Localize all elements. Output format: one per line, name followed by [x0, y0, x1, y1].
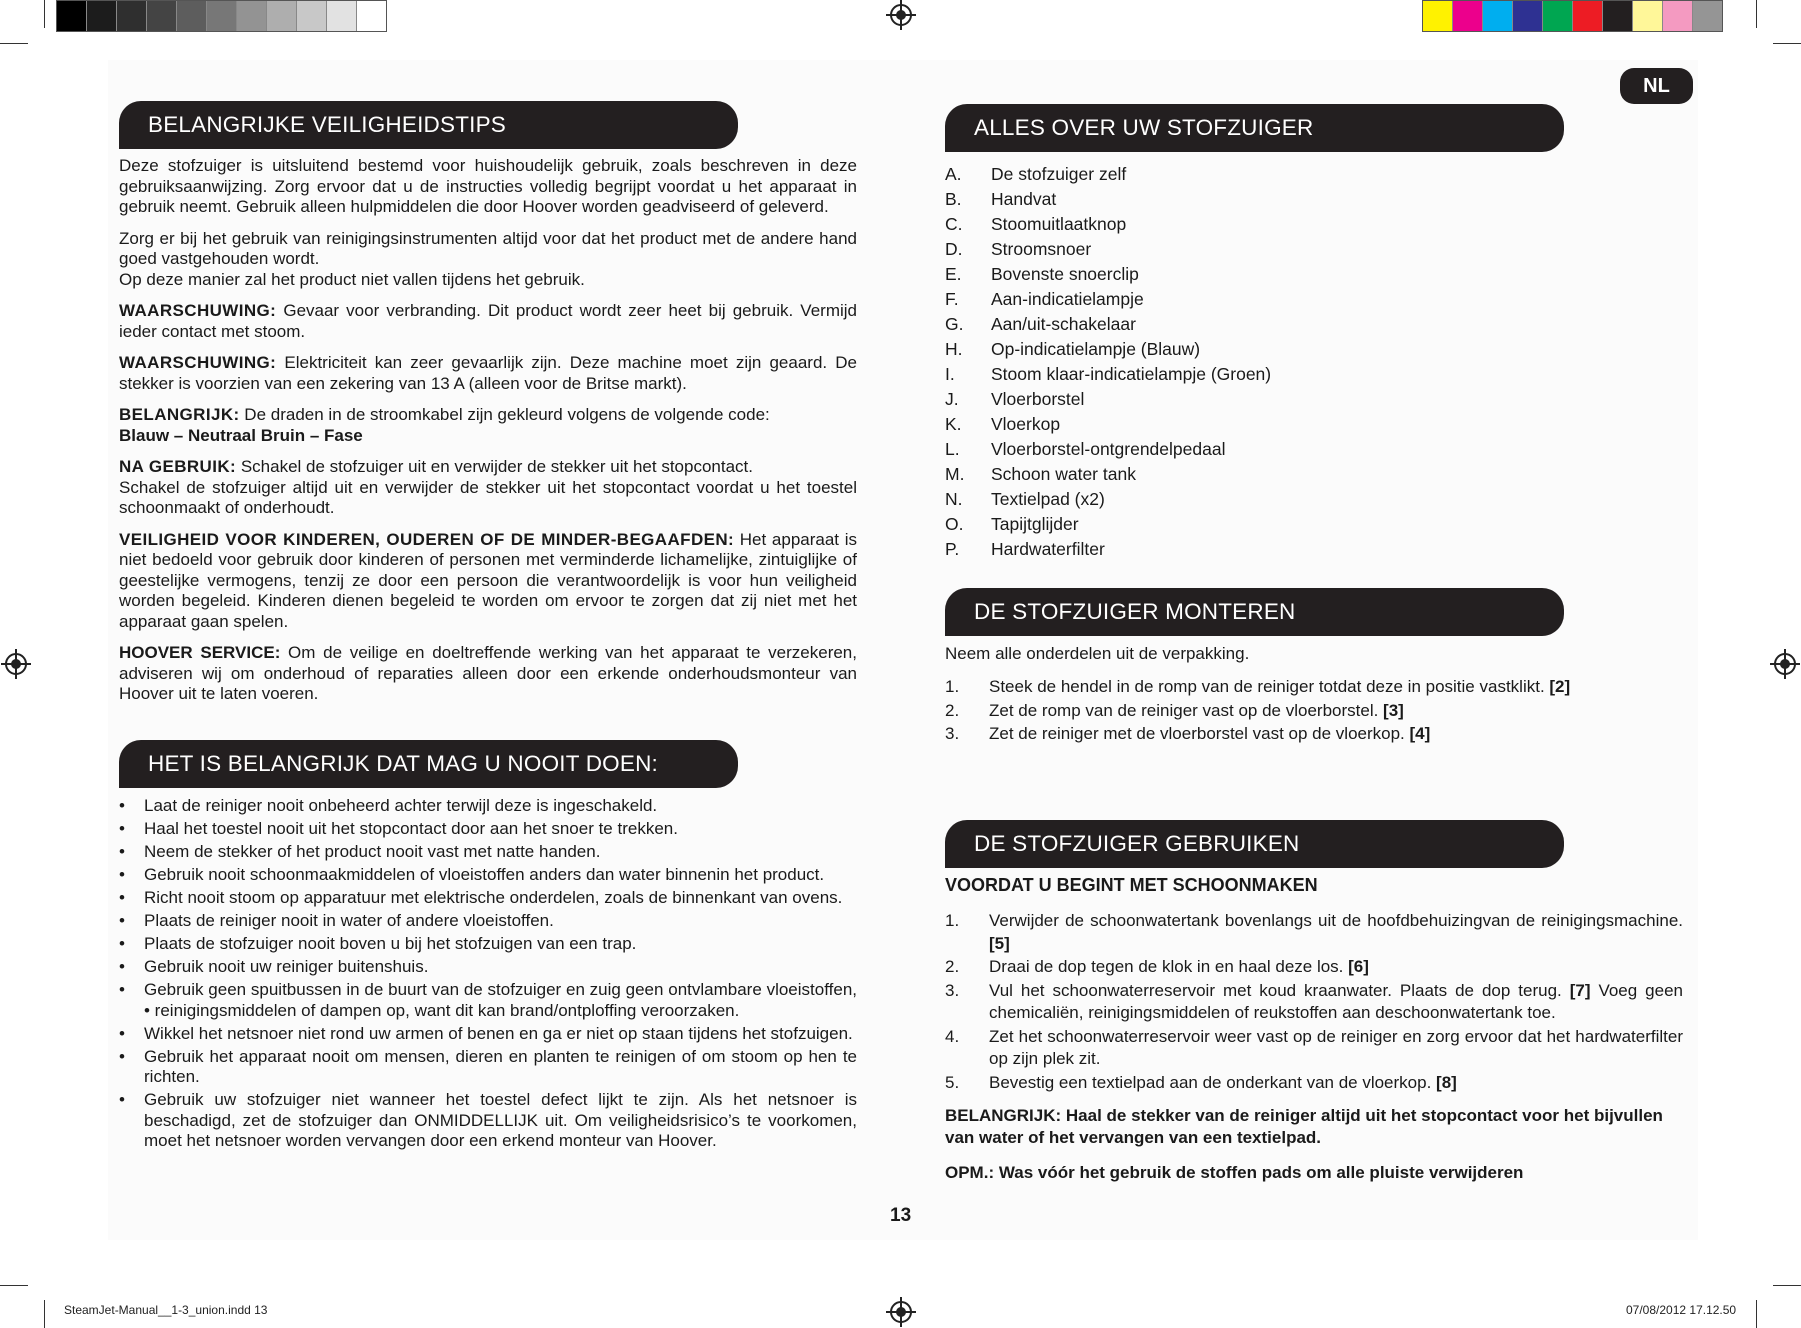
figure-reference: [8]: [1436, 1072, 1457, 1092]
part-letter: F.: [945, 289, 959, 309]
part-name: Handvat: [991, 189, 1057, 209]
part-item: [945, 412, 1271, 437]
handling-paragraph: [119, 229, 857, 291]
color-swatch: [1543, 1, 1573, 31]
children-safety-text: Het apparaat is niet bedoeld voor gebruik door kinderen of personen met verminderde lichamelijke, zintuiglijke of geestelijke vermogens, tenzij ze door een persoon die verantwoordelijk is voor hun veiligheid worden begeleid. Kinderen dienen begeleid te worden om ervoor te zorgen dat zij niet met het apparaat gaan spelen.: [119, 529, 857, 631]
section-header-never-do: HET IS BELANGRIJK DAT MAG U NOOIT DOEN:: [119, 740, 738, 788]
never-do-item: • Richt nooit stoom op apparatuur met elektrische onderdelen, zoals de binnenkant van ovens.: [119, 888, 857, 909]
registration-mark-icon: [5, 653, 27, 675]
figure-reference: [3]: [1383, 700, 1404, 720]
part-item: [945, 362, 1271, 387]
step-text: [989, 676, 1683, 699]
warning-label: WAARSCHUWING:: [119, 353, 277, 372]
use-steps: [945, 910, 1683, 1095]
service-label: HOOVER SERVICE:: [119, 643, 281, 662]
registration-mark-icon: [1774, 653, 1796, 675]
step-item: [945, 956, 1683, 979]
color-swatch: [177, 1, 207, 31]
part-name: Op-indicatielampje (Blauw): [991, 339, 1201, 359]
part-item: [945, 462, 1271, 487]
never-do-list: [119, 796, 857, 1154]
part-name: Vloerborstel: [991, 389, 1085, 409]
color-swatch: [1573, 1, 1603, 31]
figure-reference: [6]: [1348, 957, 1369, 976]
part-letter: M.: [945, 464, 965, 484]
color-swatch: [1513, 1, 1543, 31]
slug-file-info: SteamJet-Manual__1-3_union.indd 13: [64, 1303, 268, 1317]
color-swatch: [237, 1, 267, 31]
handling-text-2: Op deze manier zal het product niet vallen tijdens het gebruik.: [119, 269, 585, 289]
never-do-item: • Gebruik nooit uw reiniger buitenshuis.: [119, 957, 857, 978]
never-do-item: • Laat de reiniger nooit onbeheerd achter terwijl deze is ingeschakeld.: [119, 796, 857, 817]
color-swatch: [1483, 1, 1513, 31]
part-item: [945, 487, 1271, 512]
after-use-paragraph: [119, 457, 857, 519]
warning-text: Elektriciteit kan zeer gevaarlijk zijn. Deze machine moet zijn geaard. De stekker is voorzien van een zekering van 13 A (alleen voor de Britse markt).: [119, 353, 857, 393]
part-name: Stoomuitlaatknop: [991, 214, 1127, 234]
color-swatch: [117, 1, 147, 31]
step-body: Vul het schoonwaterreservoir met koud kraanwater. Plaats de dop terug.: [989, 980, 1570, 1000]
crop-mark: [1773, 43, 1801, 44]
step-item: [945, 1072, 1683, 1095]
part-name: Tapijtglijder: [991, 514, 1079, 534]
step-text: [989, 956, 1683, 979]
part-item: [945, 437, 1271, 462]
part-letter: C.: [945, 214, 963, 234]
assembly-intro: Neem alle onderdelen uit de verpakking.: [945, 644, 1250, 663]
part-letter: K.: [945, 414, 962, 434]
color-swatch: [147, 1, 177, 31]
part-letter: B.: [945, 189, 962, 209]
color-swatch: [1603, 1, 1633, 31]
step-item: [945, 676, 1683, 699]
part-name: Hardwaterfilter: [991, 539, 1105, 559]
crop-mark: [1756, 0, 1757, 28]
part-item: [945, 537, 1271, 562]
part-letter: O.: [945, 514, 964, 534]
part-letter: E.: [945, 264, 962, 284]
part-item: [945, 237, 1271, 262]
warning-label: WAARSCHUWING:: [119, 301, 277, 320]
step-item: [945, 723, 1683, 746]
step-number: 2.: [945, 957, 960, 976]
crop-mark: [44, 1300, 45, 1328]
step-text: [989, 700, 1683, 723]
step-body: Verwijder de schoonwatertank bovenlangs uit de hoofdbehuizingvan de reinigingsmachine.: [989, 911, 1683, 930]
step-text: [989, 723, 1683, 746]
step-body: Draai de dop tegen de klok in en haal deze los.: [989, 957, 1349, 976]
page-number: 13: [890, 1205, 912, 1226]
children-safety-paragraph: [119, 530, 857, 633]
never-do-item: • Plaats de reiniger nooit in water of andere vloeistoffen.: [119, 911, 857, 932]
figure-reference: [2]: [1549, 677, 1571, 696]
step-number: 1.: [945, 911, 960, 930]
step-body: Zet de reiniger met de vloerborstel vast op de vloerkop.: [989, 724, 1410, 743]
service-paragraph: [119, 643, 857, 705]
crop-mark: [44, 0, 45, 28]
gray-color-bar: [56, 0, 387, 32]
parts-list: [945, 162, 1271, 562]
step-body: Steek de hendel in de romp van de reiniger totdat deze in positie vastklikt.: [989, 677, 1550, 696]
step-text: [989, 980, 1683, 1025]
step-body: Bevestig een textielpad aan de onderkant van de vloerkop.: [989, 1072, 1437, 1092]
step-number: 1.: [945, 677, 960, 696]
part-name: Aan-indicatielampje: [991, 289, 1144, 309]
never-do-item: • Plaats de stofzuiger nooit boven u bij het stofzuigen van een trap.: [119, 934, 857, 955]
crop-mark: [1773, 1285, 1801, 1286]
step-number: 4.: [945, 1026, 960, 1046]
step-tail: Voeg geen chemicaliën, reinigingsmiddelen of reukstoffen aan deschoonwatertank toe.: [989, 980, 1683, 1022]
wire-color-code: Blauw – Neutraal Bruin – Fase: [119, 425, 363, 445]
step-body: Zet het schoonwaterreservoir weer vast op de reiniger en zorg ervoor dat het hardwaterfilter op zijn plek zit.: [989, 1026, 1683, 1068]
part-item: [945, 387, 1271, 412]
slug-timestamp: 07/08/2012 17.12.50: [1626, 1303, 1737, 1317]
section-header-use: DE STOFZUIGER GEBRUIKEN: [945, 820, 1564, 868]
color-swatch: [1663, 1, 1693, 31]
never-do-item: • Gebruik geen spuitbussen in de buurt van de stofzuiger en zuig geen ontvlambare vloeistoffen, • reinigingsmiddelen of dampen op, want dit kan brand/ontploffing veroorzaken.: [119, 980, 857, 1021]
after-use-label: NA GEBRUIK:: [119, 457, 237, 476]
step-text: [989, 910, 1683, 955]
part-letter: N.: [945, 489, 963, 509]
color-swatch: [207, 1, 237, 31]
process-color-bar: [1422, 0, 1723, 32]
handling-text: Zorg er bij het gebruik van reinigingsinstrumenten altijd voor dat het product met de andere hand goed vastgehouden wordt.: [119, 228, 857, 268]
part-name: Textielpad (x2): [991, 489, 1105, 509]
warning-burn-paragraph: [119, 301, 857, 342]
color-swatch: [297, 1, 327, 31]
part-item: [945, 337, 1271, 362]
registration-mark-icon: [890, 4, 912, 26]
part-letter: P.: [945, 539, 960, 559]
step-number: 3.: [945, 724, 960, 743]
before-cleaning-subheading: VOORDAT U BEGINT MET SCHOONMAKEN: [945, 875, 1318, 895]
step-item: [945, 980, 1683, 1025]
safety-text-column: [119, 156, 857, 716]
warning-electric-paragraph: [119, 353, 857, 394]
part-item: [945, 312, 1271, 337]
part-name: Bovenste snoerclip: [991, 264, 1139, 284]
intro-paragraph: Deze stofzuiger is uitsluitend bestemd voor huishoudelijk gebruik, zoals beschreven in deze gebruiksaanwijzing. Zorg ervoor dat u de instructies volledig begrijpt voordat u het apparaat in gebruik neemt. Gebruik alleen hulpmiddelen die door Hoover worden geadviseerd of geleverd.: [119, 156, 857, 216]
part-name: Stoom klaar-indicatielampje (Groen): [991, 364, 1272, 384]
part-letter: A.: [945, 164, 962, 184]
service-text: Om de veilige en doeltreffende werking van het apparaat te verzekeren, adviseren wij om onderhoud of reparaties alleen door een erkende onderhoudsmonteur van Hoover uit te laten voeren.: [119, 643, 857, 703]
part-name: Schoon water tank: [991, 464, 1136, 484]
part-item: [945, 287, 1271, 312]
figure-reference: [4]: [1409, 724, 1431, 743]
step-item: [945, 700, 1683, 723]
unplug-warning: BELANGRIJK: Haal de stekker van de reiniger altijd uit het stopcontact voor het bijvullen van water of het vervangen van een textielpad.: [945, 1106, 1663, 1147]
important-label: BELANGRIJK:: [119, 405, 240, 424]
part-letter: L.: [945, 439, 960, 459]
after-use-text: Schakel de stofzuiger uit en verwijder de stekker uit het stopcontact.: [236, 457, 753, 476]
part-letter: G.: [945, 314, 964, 334]
part-item: [945, 212, 1271, 237]
part-name: Vloerborstel-ontgrendelpedaal: [991, 439, 1226, 459]
assembly-steps: [945, 676, 1683, 747]
crop-mark: [0, 43, 28, 44]
never-do-item: • Gebruik het apparaat nooit om mensen, dieren en planten te reinigen of om stoom op hen te richten.: [119, 1047, 857, 1088]
warning-text: Gevaar voor verbranding. Dit product wordt zeer heet bij gebruik. Vermijd ieder contact met stoom.: [119, 301, 857, 341]
part-name: Vloerkop: [991, 414, 1061, 434]
children-safety-label: VEILIGHEID VOOR KINDEREN, OUDEREN OF DE MINDER-BEGAAFDEN:: [119, 529, 735, 549]
step-item: [945, 1026, 1683, 1071]
never-do-item: • Wikkel het netsnoer niet rond uw armen of benen en ga er niet op staan tijdens het stofzuigen.: [119, 1024, 857, 1045]
part-name: Stroomsnoer: [991, 239, 1092, 259]
part-item: [945, 262, 1271, 287]
section-header-about: ALLES OVER UW STOFZUIGER: [945, 104, 1564, 152]
never-do-item: • Haal het toestel nooit uit het stopcontact door aan het snoer te trekken.: [119, 819, 857, 840]
color-swatch: [357, 1, 386, 31]
never-do-item: • Gebruik uw stofzuiger niet wanneer het toestel defect lijkt te zijn. Als het netsnoer is beschadigd, zet de stofzuiger dan ONMIDDELLIJK uit. Om veiligheidsrisico’s te voorkomen, moet het netsnoer worden vervangen door een erkend monteur van Hoover.: [119, 1090, 857, 1152]
color-swatch: [1453, 1, 1483, 31]
part-letter: D.: [945, 239, 963, 259]
part-item: [945, 512, 1271, 537]
wash-pads-note: OPM.: Was vóór het gebruik de stoffen pads om alle pluiste verwijderen: [945, 1163, 1524, 1182]
important-text: De draden in de stroomkabel zijn gekleurd volgens de volgende code:: [239, 405, 770, 424]
part-letter: H.: [945, 339, 963, 359]
color-swatch: [1423, 1, 1453, 31]
step-item: [945, 910, 1683, 955]
registration-mark-icon: [890, 1301, 912, 1323]
never-do-item: • Neem de stekker of het product nooit vast met natte handen.: [119, 842, 857, 863]
color-swatch: [57, 1, 87, 31]
crop-mark: [1756, 1300, 1757, 1328]
step-text: [989, 1072, 1683, 1095]
never-do-item: • Gebruik nooit schoonmaakmiddelen of vloeistoffen anders dan water binnenin het product.: [119, 865, 857, 886]
crop-mark: [0, 1285, 28, 1286]
part-item: [945, 162, 1271, 187]
color-swatch: [87, 1, 117, 31]
figure-reference: [5]: [989, 933, 1010, 953]
wire-code-paragraph: [119, 405, 857, 446]
step-number: 3.: [945, 980, 960, 1000]
step-number: 2.: [945, 700, 960, 720]
part-name: De stofzuiger zelf: [991, 164, 1127, 184]
step-text: [989, 1026, 1683, 1071]
part-name: Aan/uit-schakelaar: [991, 314, 1136, 334]
figure-reference: [7]: [1569, 980, 1591, 1000]
step-body: Zet de romp van de reiniger vast op de vloerborstel.: [989, 700, 1384, 720]
color-swatch: [1693, 1, 1722, 31]
after-use-text-2: Schakel de stofzuiger altijd uit en verwijder de stekker uit het stopcontact voordat u het toestel schoonmaakt of onderhoudt.: [119, 477, 857, 517]
color-swatch: [327, 1, 357, 31]
language-badge: NL: [1620, 68, 1693, 104]
part-letter: J.: [945, 389, 959, 409]
part-item: [945, 187, 1271, 212]
section-header-safety: BELANGRIJKE VEILIGHEIDSTIPS: [119, 101, 738, 149]
color-swatch: [1633, 1, 1663, 31]
step-number: 5.: [945, 1072, 960, 1092]
color-swatch: [267, 1, 297, 31]
part-letter: I.: [945, 364, 955, 384]
section-header-assembly: DE STOFZUIGER MONTEREN: [945, 588, 1564, 636]
